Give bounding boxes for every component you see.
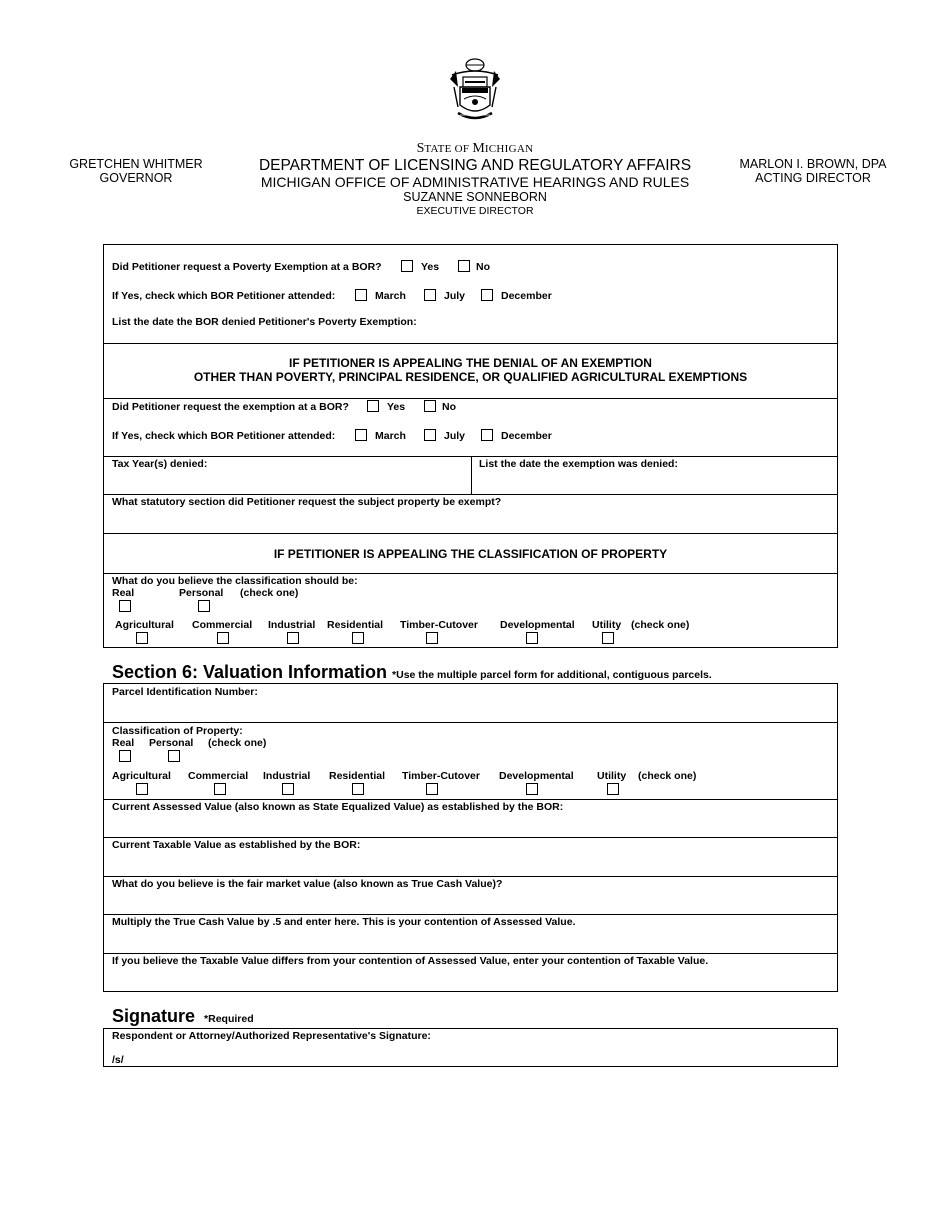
poverty-july-checkbox[interactable] (424, 289, 436, 301)
class-residential-checkbox[interactable] (352, 632, 364, 644)
signature-required-note: *Required (204, 1013, 254, 1025)
val-check-one-label: (check one) (208, 737, 267, 749)
class-developmental-checkbox[interactable] (526, 632, 538, 644)
exemption-yes-label: Yes (387, 401, 406, 413)
val-check-one-label-2: (check one) (638, 770, 697, 782)
exemption-july-label: July (444, 430, 466, 442)
statutory-section-field[interactable]: What statutory section did Petitioner request the subject property be exempt? (112, 496, 502, 508)
exemption-yes-checkbox[interactable] (367, 400, 379, 412)
contention-taxable-value-field[interactable]: If you believe the Taxable Value differs from your contention of Assessed Value, enter your contention of Taxable Value. (112, 955, 709, 967)
poverty-no-label: No (476, 261, 490, 273)
val-real-checkbox[interactable] (119, 750, 131, 762)
class-real-checkbox[interactable] (119, 600, 131, 612)
tax-years-denied-field[interactable]: Tax Year(s) denied: (112, 458, 208, 470)
poverty-denied-date-label: List the date the BOR denied Petitioner's Poverty Exemption: (112, 316, 417, 328)
poverty-attended-question: If Yes, check which BOR Petitioner attended: (112, 290, 336, 302)
class-commercial-checkbox[interactable] (217, 632, 229, 644)
michigan-seal-icon (446, 57, 504, 125)
exemption-march-checkbox[interactable] (355, 429, 367, 441)
val-timber-checkbox[interactable] (426, 783, 438, 795)
val-commercial-checkbox[interactable] (214, 783, 226, 795)
office-name: MICHIGAN OFFICE OF ADMINISTRATIVE HEARINGS AND RULES (260, 174, 690, 190)
exemption-no-label: No (442, 401, 456, 413)
poverty-yes-checkbox[interactable] (401, 260, 413, 272)
exemption-march-label: March (375, 430, 406, 442)
poverty-december-label: December (501, 290, 552, 302)
val-industrial-checkbox[interactable] (282, 783, 294, 795)
fair-market-value-field[interactable]: What do you believe is the fair market value (also known as True Cash Value)? (112, 878, 503, 890)
poverty-december-checkbox[interactable] (481, 289, 493, 301)
state-name: STATE OF MICHIGAN (416, 141, 534, 156)
class-residential-label: Residential (327, 619, 384, 631)
assessed-value-field[interactable]: Current Assessed Value (also known as State Equalized Value) as established by the BOR: (112, 801, 564, 813)
val-utility-checkbox[interactable] (607, 783, 619, 795)
exemption-july-checkbox[interactable] (424, 429, 436, 441)
classification-heading: IF PETITIONER IS APPEALING THE CLASSIFICATION OF PROPERTY (273, 547, 668, 561)
department-name: DEPARTMENT OF LICENSING AND REGULATORY AFFAIRS (258, 157, 692, 174)
taxable-value-field[interactable]: Current Taxable Value as established by the BOR: (112, 839, 361, 851)
section-6-note: *Use the multiple parcel form for additional, contiguous parcels. (392, 669, 712, 681)
class-utility-label: Utility (592, 619, 622, 631)
class-industrial-label: Industrial (268, 619, 316, 631)
class-commercial-label: Commercial (192, 619, 253, 631)
val-residential-checkbox[interactable] (352, 783, 364, 795)
val-personal-checkbox[interactable] (168, 750, 180, 762)
exemption-attended-question: If Yes, check which BOR Petitioner attended: (112, 430, 336, 442)
val-developmental-label: Developmental (499, 770, 574, 782)
signature-title: Signature *Required (112, 1006, 254, 1026)
exemption-december-checkbox[interactable] (481, 429, 493, 441)
class-industrial-checkbox[interactable] (287, 632, 299, 644)
poverty-request-question: Did Petitioner request a Poverty Exemption at a BOR? (112, 261, 382, 273)
class-developmental-label: Developmental (500, 619, 575, 631)
governor-name: GRETCHEN WHITMER (69, 157, 203, 171)
val-utility-label: Utility (597, 770, 627, 782)
executive-director-title: EXECUTIVE DIRECTOR (416, 205, 534, 217)
valuation-classification-label: Classification of Property: (112, 725, 243, 737)
val-agricultural-label: Agricultural (112, 770, 171, 782)
val-industrial-label: Industrial (263, 770, 311, 782)
director-block (733, 157, 893, 185)
letterhead (250, 141, 700, 217)
poverty-july-label: July (444, 290, 466, 302)
class-real-label: Real (112, 587, 135, 599)
val-personal-label: Personal (149, 737, 194, 749)
director-name: MARLON I. BROWN, DPA (739, 157, 887, 171)
poverty-march-label: March (375, 290, 406, 302)
val-timber-label: Timber-Cutover (402, 770, 480, 782)
section-6-title: Section 6: Valuation Information *Use the multiple parcel form for additional, contiguous parcels. (112, 662, 712, 682)
class-agricultural-label: Agricultural (115, 619, 174, 631)
val-agricultural-checkbox[interactable] (136, 783, 148, 795)
governor-block (62, 157, 210, 185)
exemption-classification-box (103, 244, 838, 648)
class-check-one-label: (check one) (240, 587, 299, 599)
governor-title: GOVERNOR (99, 171, 173, 185)
poverty-no-checkbox[interactable] (458, 260, 470, 272)
signature-label: Respondent or Attorney/Authorized Representative's Signature: (112, 1030, 431, 1042)
exemption-heading-line2: OTHER THAN POVERTY, PRINCIPAL RESIDENCE, OR QUALIFIED AGRICULTURAL EXEMPTIONS (193, 370, 748, 384)
contention-assessed-value-field[interactable]: Multiply the True Cash Value by .5 and enter here. This is your contention of Assessed Value. (112, 916, 576, 928)
class-personal-checkbox[interactable] (198, 600, 210, 612)
val-real-label: Real (112, 737, 135, 749)
val-commercial-label: Commercial (188, 770, 249, 782)
class-timber-label: Timber-Cutover (400, 619, 478, 631)
class-personal-label: Personal (179, 587, 224, 599)
class-timber-checkbox[interactable] (426, 632, 438, 644)
signature-box (103, 1028, 838, 1067)
signature-field[interactable]: /s/ (112, 1054, 124, 1066)
val-residential-label: Residential (329, 770, 386, 782)
parcel-id-field[interactable]: Parcel Identification Number: (112, 686, 258, 698)
poverty-yes-label: Yes (421, 261, 440, 273)
exemption-december-label: December (501, 430, 552, 442)
class-agricultural-checkbox[interactable] (136, 632, 148, 644)
valuation-box (103, 683, 838, 992)
executive-director-name: SUZANNE SONNEBORN (403, 190, 547, 204)
director-title: ACTING DIRECTOR (755, 171, 871, 185)
exemption-heading-line1: IF PETITIONER IS APPEALING THE DENIAL OF AN EXEMPTION (289, 356, 652, 370)
exemption-denied-date-field[interactable]: List the date the exemption was denied: (479, 458, 678, 470)
class-check-one-label-2: (check one) (631, 619, 690, 631)
exemption-request-question: Did Petitioner request the exemption at a BOR? (112, 401, 349, 413)
exemption-no-checkbox[interactable] (424, 400, 436, 412)
val-developmental-checkbox[interactable] (526, 783, 538, 795)
class-utility-checkbox[interactable] (602, 632, 614, 644)
classification-question: What do you believe the classification should be: (112, 575, 358, 587)
poverty-march-checkbox[interactable] (355, 289, 367, 301)
